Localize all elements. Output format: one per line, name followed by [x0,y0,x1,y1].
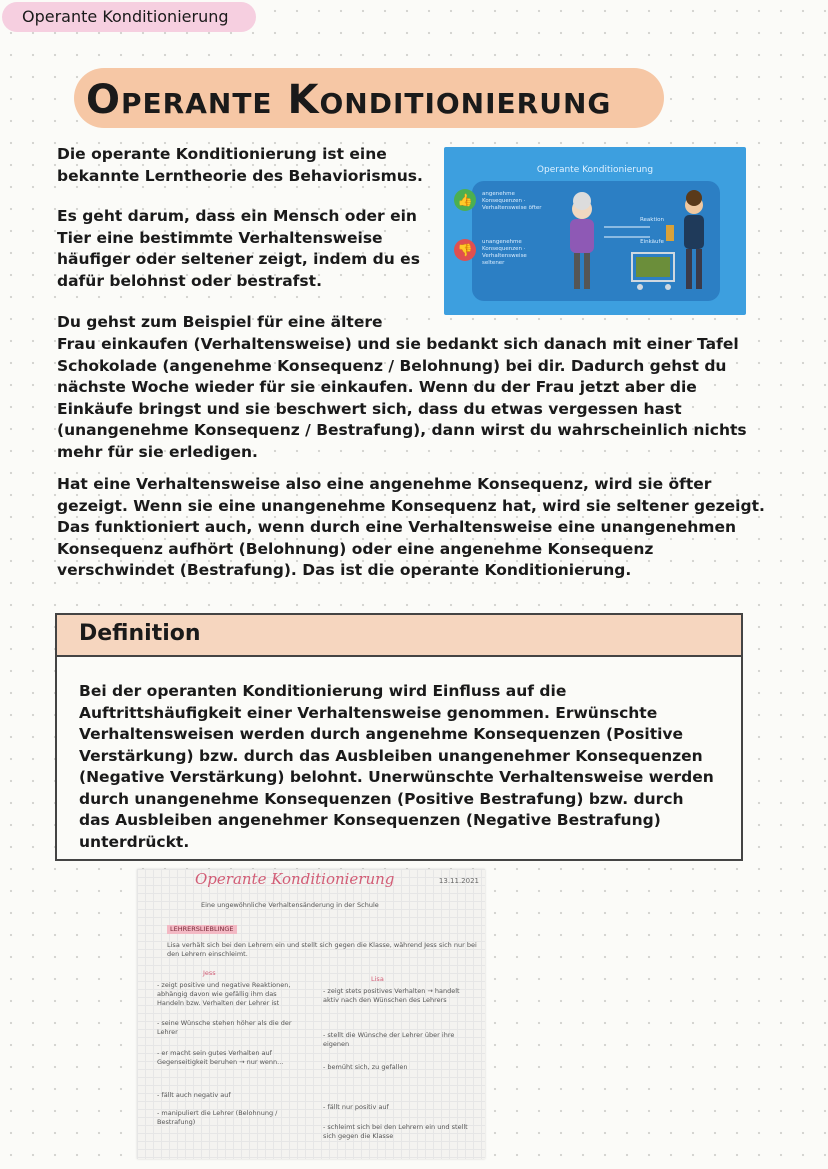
example-paragraph-start: Du gehst zum Beispiel für eine ältere [57,313,383,331]
jess-item: - er macht sein gutes Verhalten auf Gegenseitigkeit beruhen → nur wenn... [157,1049,284,1066]
page-title: Operante Konditionierung [86,77,612,123]
definition-box [55,613,743,861]
lisa-heading: Lisa [371,975,384,983]
intro-paragraph-1: Die operante Konditionierung ist eine bekannte Lerntheorie des Behaviorismus. [57,145,423,185]
summary-paragraph: Hat eine Verhaltensweise also eine angenehme Konsequenz, wird sie öfter gezeigt. Wenn sie eine unangenehme Konsequenz hat, wird sie seltener gezeigt. Das funktioniert auch, wenn durch eine Verhaltensweise eine unangenehmen Konsequenz aufhört (Belohnung) oder eine angenehme Konsequenz verschwindet (Bestrafung). Das ist die operante Konditionierung. [57,475,765,579]
boy-leg [686,249,692,289]
illustration-panel [457,181,720,301]
intro-paragraph-2: Es geht darum, dass ein Mensch oder ein Tier eine bestimmte Verhaltensweise häufiger oder seltener zeigt, indem du es dafür belohnst oder bestrafst. [57,207,420,290]
cart-groceries [636,257,670,277]
lisa-item: - zeigt stets positives Verhalten → handelt aktiv nach den Wünschen des Lehrers [323,987,460,1004]
arrow-label-top: Reaktion [639,217,665,223]
woman-body [570,219,594,253]
boy-leg [696,249,702,289]
definition-heading: Definition [79,621,201,646]
notebook-photo [137,869,485,1159]
notebook-label: LEHRERSLIEBLINGE [167,925,237,934]
arrow-label-bottom: Einkäufe [640,239,664,245]
thumbs-down-icon: 👎 [454,239,476,261]
woman-leg [584,253,590,289]
illustration [444,147,746,315]
jess-item: - fällt auch negativ auf [157,1091,231,1099]
lisa-item: - stellt die Wünsche der Lehrer über ihre eigenen [323,1031,455,1048]
definition-header [57,615,741,657]
lisa-item: - fällt nur positiv auf [323,1103,389,1111]
negative-label: unangenehme Konsequenzen · Verhaltensweise seltener [482,239,527,266]
illustration-title: Operante Konditionierung [536,165,654,175]
jess-item: - seine Wünsche stehen höher als die der Lehrer [157,1019,292,1036]
boy-body [684,215,704,249]
jess-item: - zeigt positive und negative Reaktionen, abhängig davon wie gefällig ihm das Handeln bzw. Verhalten der Lehrer ist [157,981,291,1007]
notebook-subtitle: Eine ungewöhnliche Verhaltensänderung in der Schule [201,901,379,909]
jess-heading: Jess [203,969,216,977]
boy-hair [686,190,702,206]
cart-wheel [637,284,643,290]
lisa-item: - schleimt sich bei den Lehrern ein und stellt sich gegen die Klasse [323,1123,468,1140]
definition-text: Bei der operanten Konditionierung wird Einfluss auf die Auftrittshäufigkeit einer Verhaltensweise genommen. Erwünschte Verhaltensweisen werden durch angenehme Konsequenzen (Positive Verstärkung) bzw. durch das Ausbleiben unangenehmer Konsequenzen (Negative Verstärkung) belohnt. Unerwünschte Verhaltensweise werden durch unangenehme Konsequenzen (Positive Bestrafung) bzw. durch das Ausbleiben angenehmer Konsequenzen (Negative Bestrafung) unterdrückt. [79,682,714,851]
notebook-intro: Lisa verhält sich bei den Lehrern ein und stellt sich gegen die Klasse, während Jess sich nur bei den Lehrern einschleimt. [167,941,477,958]
positive-label: angenehme Konsequenzen · Verhaltensweise öfter [482,191,542,211]
notebook-date: 13.11.2021 [438,877,479,885]
jess-item: - manipuliert die Lehrer (Belohnung / Bestrafung) [157,1109,278,1126]
woman-leg [574,253,580,289]
example-paragraph: Frau einkaufen (Verhaltensweise) und sie bedankt sich danach mit einer Tafel Schokolade (angenehme Konsequenz / Belohnung) bei dir. Dadurch gehst du nächste Woche wieder für sie einkaufen. Wenn du der Frau jetzt aber die Einkäufe bringst und sie beschwert sich, dass du etwas vergessen hast (unangenehme Konsequenz / Bestrafung), dann wirst du wahrscheinlich nichts mehr für sie erledigen. [57,335,747,461]
woman-hair [573,192,591,210]
lisa-item: - bemüht sich, zu gefallen [323,1063,408,1071]
topic-tag: Operante Konditionierung [2,2,256,32]
cart-wheel [665,284,671,290]
thumbs-up-icon: 👍 [454,189,476,211]
notebook-title: Operante Konditionierung [195,870,395,888]
shopping-scene [472,181,720,301]
